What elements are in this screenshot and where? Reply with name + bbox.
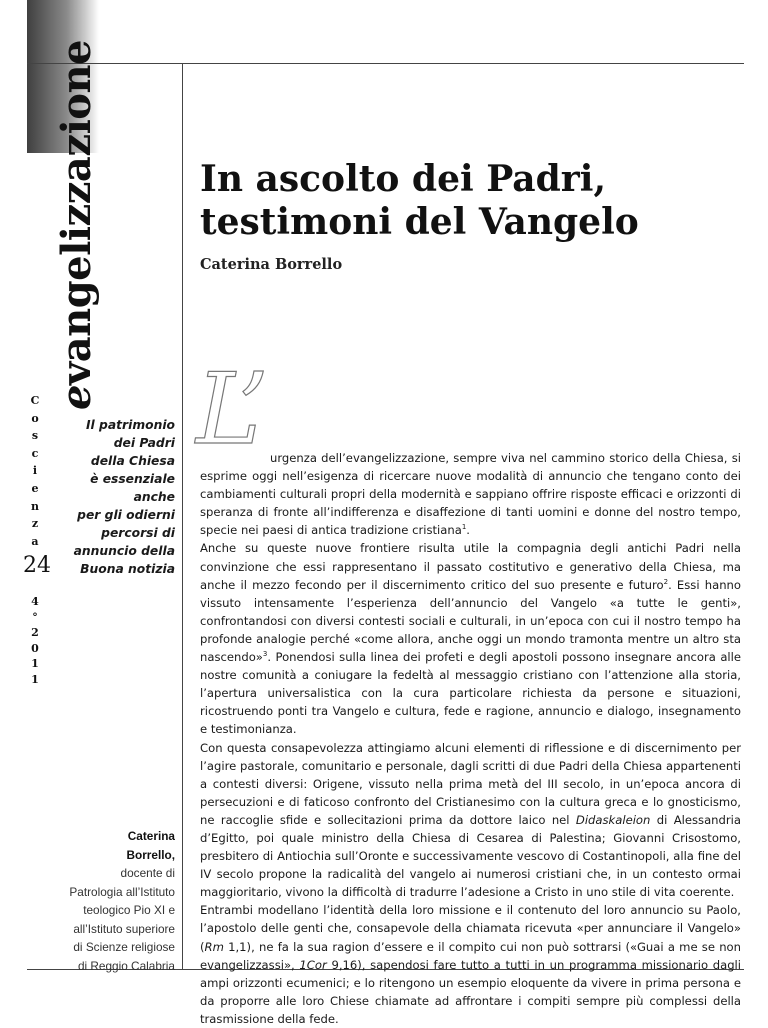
section-label: evangelizzazione [53,40,100,410]
drop-cap: L’ [196,353,269,467]
abstract: Il patrimonio dei Padri della Chiesa è essenziale anche per gli odierni percorsi di annuncio della Buona notizia [73,418,175,576]
issue-number: 4 ° 2 0 1 1 [31,595,39,686]
paragraph-2: Anche su queste nuove frontiere risulta utile la compagnia degli antichi Padri nella convinzione che essi rappresentano il passato costitutivo e generativo della Chiesa, ma anche il mezzo fecondo per il discernimento critico del suo presente e futuro$^2$. Essi hanno vissuto intensamente l’esperienza dell’annuncio del Vangelo «a tutte le genti», confrontandosi con diversi contesti sociali e culturali, in un’epoca con cui il nostro tempo ha profonde analogie perché «come allora, anche oggi un mondo tramonta mentre un altro sta nascendo»$^3$. Ponendosi sulla linea dei profeti e degli apostoli possono insegnare ancora alle nostre comunità a coniugare la fedeltà al messaggio cristiano con l’attenzione alla storia, l’apertura universalistica con la cura particolare richiesta da persone e situazioni, ricostruendo ponti tra Vangelo e cultura, fede e ragione, annuncio e dialogo, insegnamento e testimonianza. [200,541,741,737]
column-rule [182,63,183,969]
author-bio: Caterina Borrello, docente di Patrologia all’Istituto teologico Pio XI e all’Istituto superiore di Scienze religiose di Reggio Calabria [69,829,175,973]
paragraph-3: Con questa consapevolezza attingiamo alcuni elementi di riflessione e di discernimento per l’agire pastorale, comunitario e personale, dagli scritti di due Padri della Chiesa appartenenti a contesti diversi: Origene, vissuto nella prima metà del III secolo, in un’epoca ancora di persecuzioni e di faticoso confronto del Cristianesimo con la cultura greca e lo gnosticismo, ne raccoglie sfide e sollecitazioni prima da dottore laico nel Didaskaleion di Alessandria d’Egitto, poi quale ministro della Chiesa di Cesarea di Palestina; Giovanni Crisostomo, presbitero di Antiochia sull’Oronte e successivamente vescovo di Costantinopoli, alla fine del IV secolo propone la radicalità del vangelo ai numerosi cristiani che, in un contesto ormai maggioritario, vivono la difficoltà di tradurre l’adesione a Cristo in uno stile di vita coerente. [200,740,741,900]
article-author: Caterina Borrello [200,256,343,273]
top-rule [27,63,744,64]
article-body [200,449,741,1028]
paragraph-4: Entrambi modellano l’identità della loro missione e il contenuto del loro annuncio su Paolo, l’apostolo delle genti che, consapevole della chiamata ricevuta «per annunciare il Vangelo» (Rm 1,1), ne fa la sua ragion d’essere e il compito cui non può sottrarsi («Guai a me se non evangelizzassi», 1Cor 9,16), sapendosi fare tutto a tutti in un programma missionario dagli ampi orizzonti ecumenici; e lo ritengono un esempio eloquente da vivere in prima persona e da proporre alle loro Chiese chiamate ad affrontare i compiti sempre più complessi della trasmissione della fede. [200,903,741,1026]
article-title: In ascolto dei Padri, testimoni del Vangelo [200,158,639,243]
page-number: 24 [23,553,51,578]
paragraph-1: urgenza dell’evangelizzazione, sempre viva nel cammino storico della Chiesa, si esprime oggi nell’esigenza di ricercare nuove modalità di annuncio che tengano conto dei cambiamenti culturali propri della modernità e sappiano offrire risposte efficaci e orizzonti di speranza di fronte all’indifferenza e disaffezione di tanti uomini e donne del nostro tempo, specie nei paesi di antica tradizione cristiana$^1$. [200,451,741,538]
journal-name: C o s c i e n z a [30,394,40,548]
